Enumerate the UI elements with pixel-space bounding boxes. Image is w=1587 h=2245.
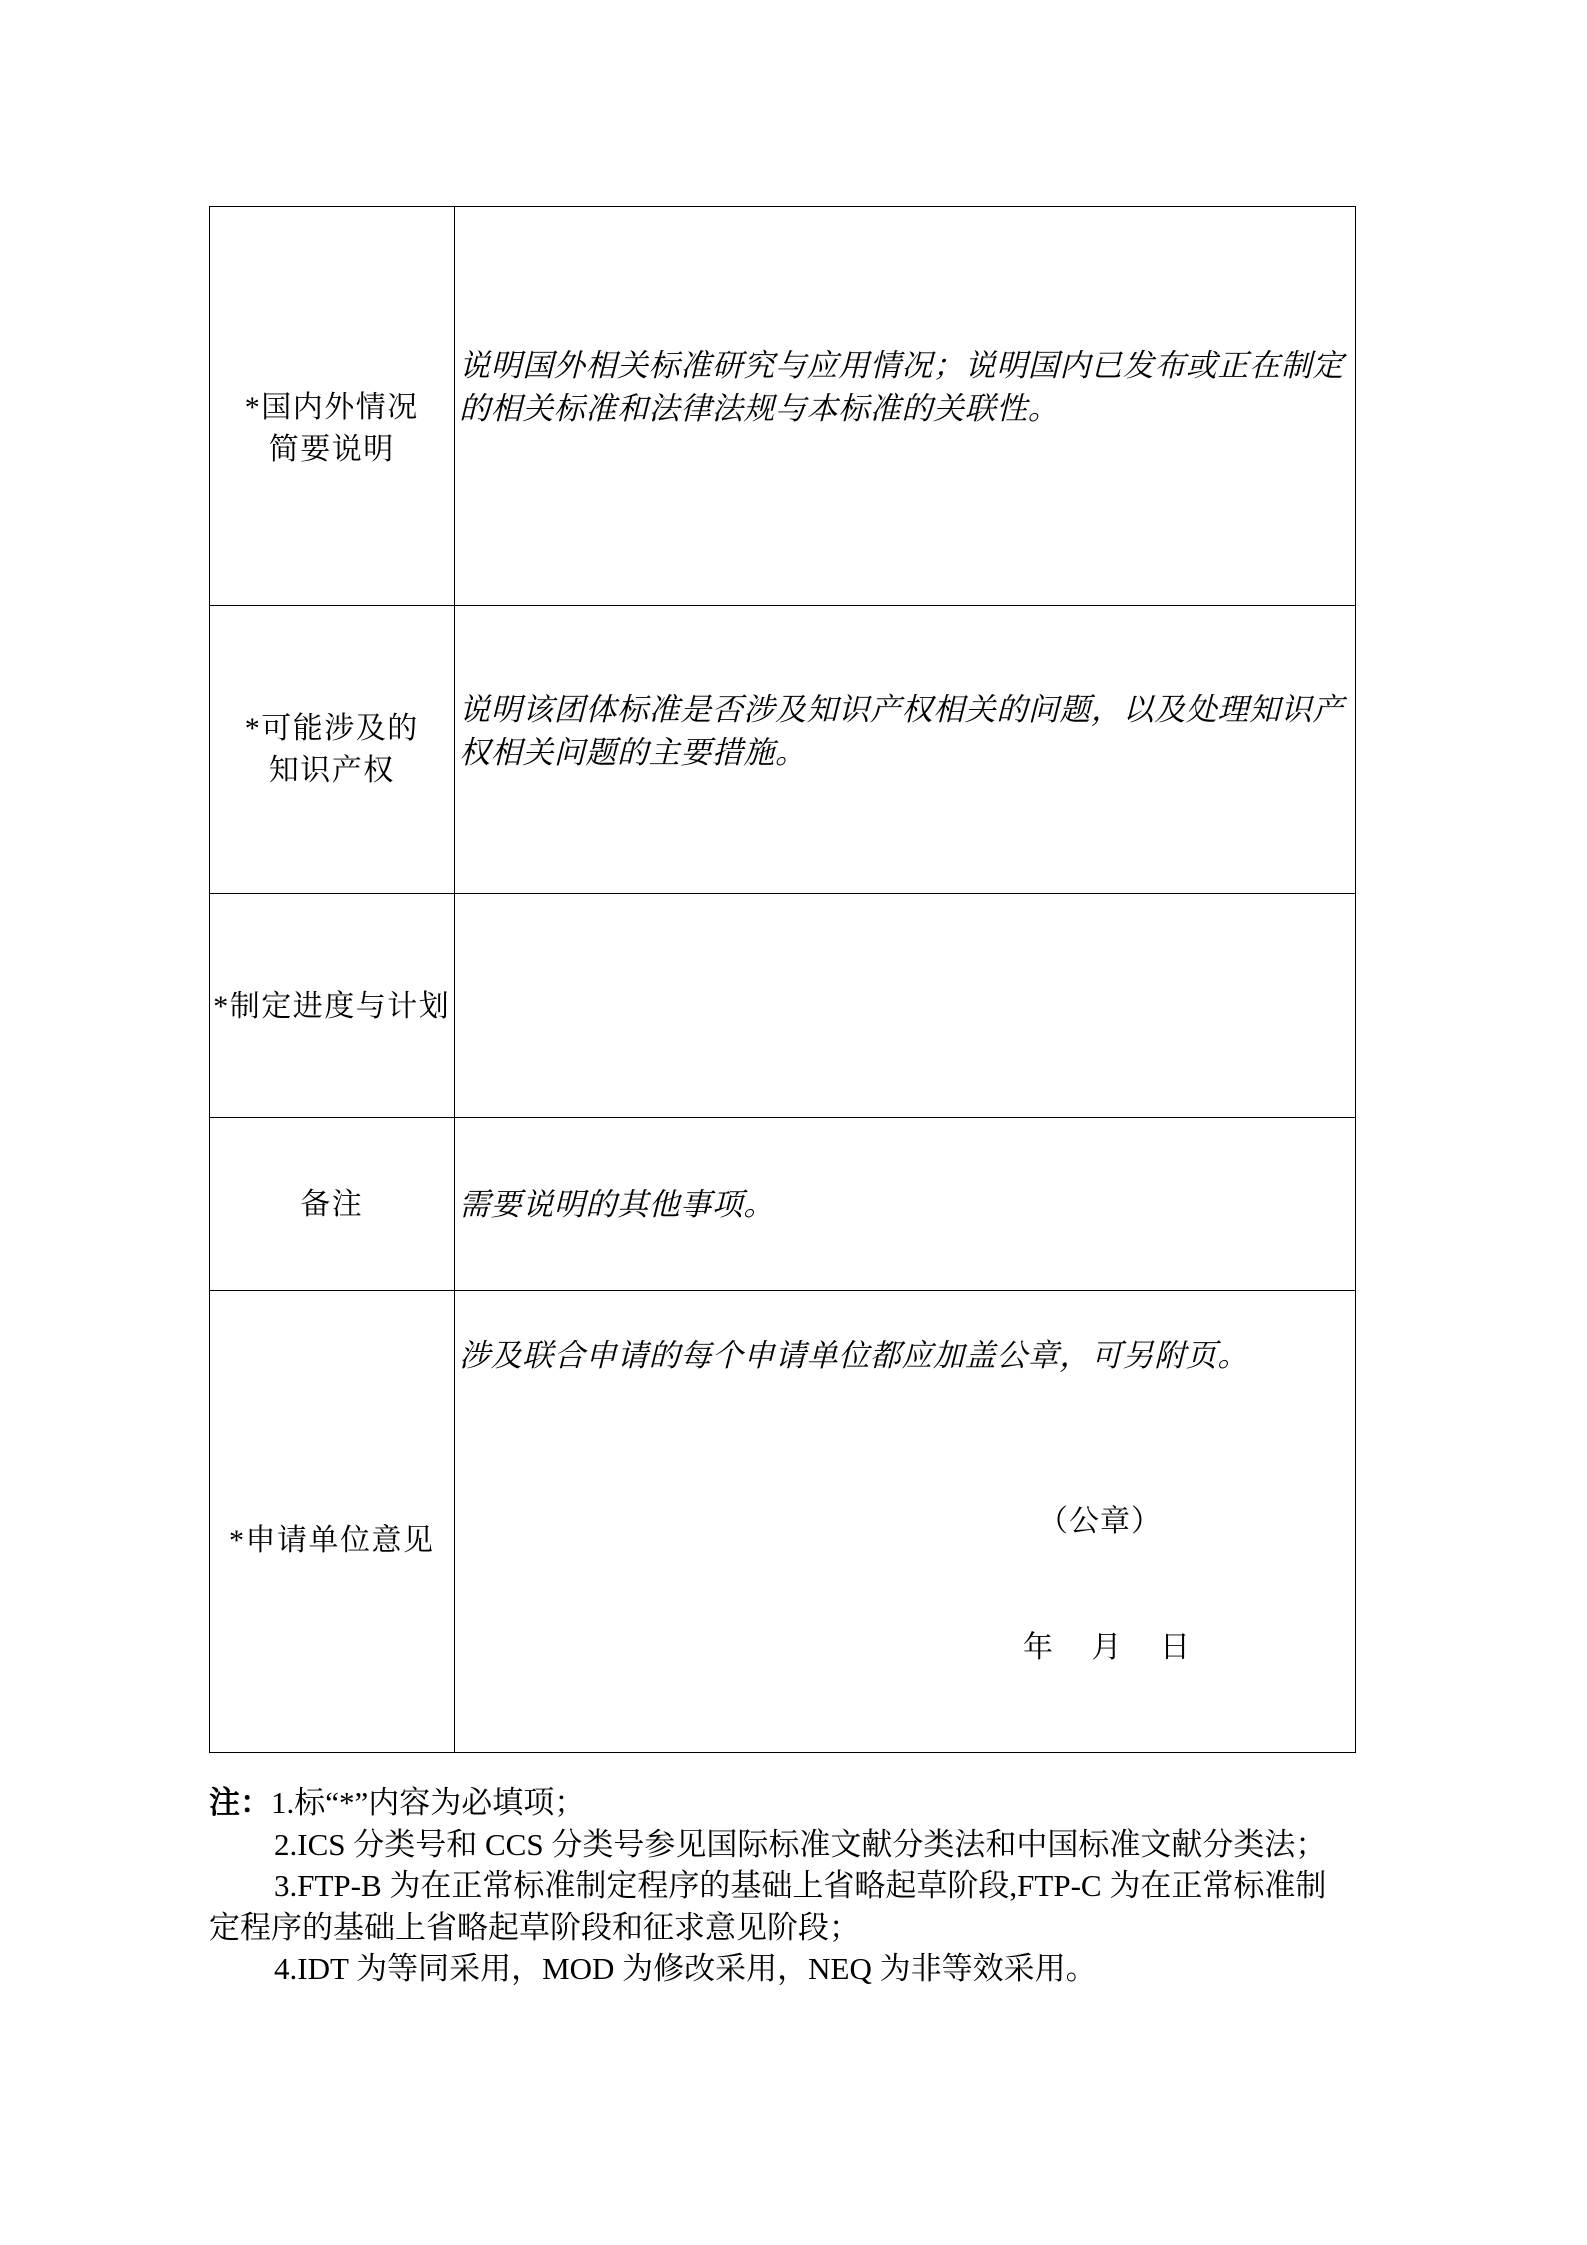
note-item-3-continuation — [209, 1907, 1409, 1949]
official-seal-placeholder: （公章） — [1038, 1505, 1162, 1538]
note-item-3 — [209, 1865, 1409, 1907]
row-label — [210, 387, 454, 471]
row-content — [459, 1334, 1353, 1377]
row-content-line: 权相关问题的主要措施。 — [459, 735, 807, 770]
note-text: 2.ICS 分类号和 CCS 分类号参见国际标准文献分类法和中国标准文献分类法； — [274, 1826, 1327, 1862]
note-text: 4.IDT 为等同采用，MOD 为修改采用，NEQ 为非等效采用。 — [274, 1951, 1097, 1986]
row-label-line: 简要说明 — [268, 433, 395, 466]
note-item-1 — [209, 1782, 1409, 1824]
row-label-line: 知识产权 — [268, 754, 395, 787]
row-label-line: *申请单位意见 — [229, 1524, 435, 1557]
row-content-line: 的相关标准和法律法规与本标准的关联性。 — [459, 391, 1060, 426]
row-label — [210, 1520, 454, 1562]
row-label — [210, 1184, 454, 1226]
row-content-line: 涉及联合申请的每个申请单位都应加盖公章，可另附页。 — [459, 1338, 1249, 1373]
row-content-line: 需要说明的其他事项。 — [459, 1187, 775, 1222]
row-content — [459, 688, 1353, 774]
date-day-label: 日 — [1160, 1631, 1190, 1664]
date-line — [1023, 1626, 1190, 1669]
row-label-line: *可能涉及的 — [244, 712, 419, 745]
row-content — [459, 344, 1353, 430]
note-text: 3.FTP-B 为在正常标准制定程序的基础上省略起草阶段,FTP-C 为在正常标准制 — [274, 1868, 1327, 1903]
row-label — [210, 986, 454, 1028]
note-item-2 — [209, 1824, 1409, 1866]
row-remarks — [210, 1118, 1355, 1291]
form-notes — [209, 1782, 1409, 1990]
date-month-label: 月 — [1091, 1631, 1122, 1664]
note-text: 定程序的基础上省略起草阶段和征求意见阶段； — [209, 1909, 860, 1945]
date-year-label: 年 — [1023, 1631, 1053, 1664]
row-content — [459, 1183, 1353, 1226]
notes-prefix: 注： — [209, 1785, 271, 1820]
row-applicant-opinion — [210, 1291, 1355, 1751]
row-label-line: 备注 — [300, 1188, 364, 1221]
note-item-4 — [209, 1948, 1409, 1990]
application-form-table — [209, 206, 1356, 1753]
row-domestic-foreign-situation — [210, 207, 1355, 606]
row-schedule-plan — [210, 894, 1355, 1118]
row-label-line: *制定进度与计划 — [213, 990, 451, 1023]
row-content-line: 说明国外相关标准研究与应用情况；说明国内已发布或正在制定 — [459, 348, 1344, 383]
row-label — [210, 708, 454, 792]
row-content-line: 说明该团体标准是否涉及知识产权相关的问题，以及处理知识产 — [459, 692, 1344, 727]
note-text: 1.标“*”内容为必填项； — [271, 1785, 586, 1820]
row-intellectual-property — [210, 606, 1355, 894]
row-label-line: *国内外情况 — [244, 391, 419, 424]
